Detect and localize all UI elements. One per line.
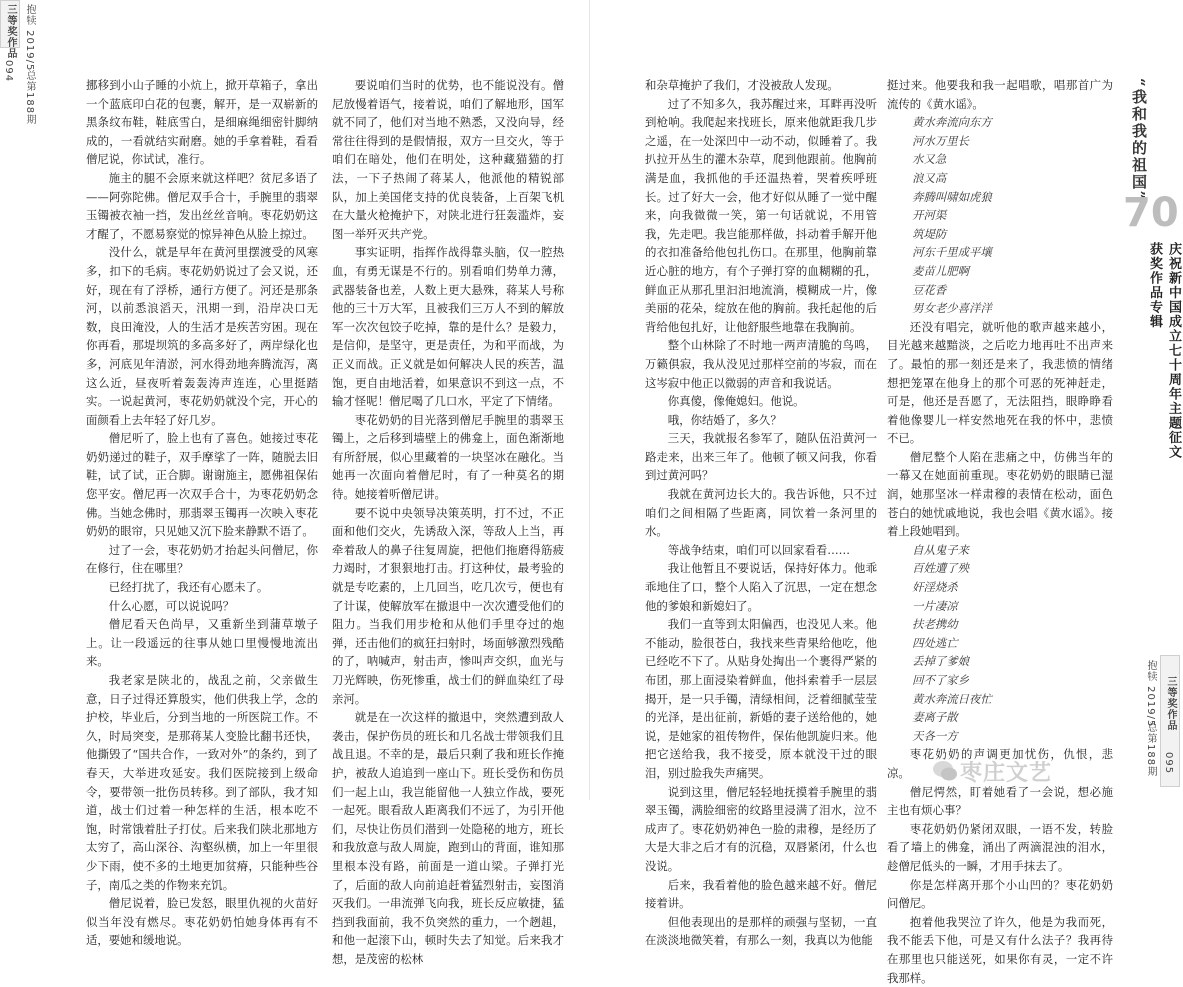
wechat-icon [932, 758, 958, 784]
paragraph: 我老家是陕北的，战乱之前，父亲做生意，日子过得还算殷实，他们供我上学，念的护校，毕业后，分到当地的一所医院工作。不久，时局突变，是那蒋某人变脸比翻书还快，他撕毁了“国共合作，一致对外”的条约，到了春天，大举进攻延安。我们医院接到上级命令，要带领一批伤员转移。到了部队，我才知道，战士们过着一种怎样的生活，根本吃不饱，时常饿着肚子打仗。后来我们陕北那地方太穷了，高山深谷、沟壑纵横，加上一年里很少下雨，使不多的土地更加贫瘠，只能种些谷子，南瓜之类的作物来充饥。 [86, 673, 318, 892]
seventy-anniversary-logo [1121, 182, 1179, 238]
text-column-2 [332, 76, 564, 966]
paragraph: 说到这里，僧尼轻轻地抚摸着手腕里的翡翠玉镯，满脸细密的纹路里浸满了泪水，泣不成声了。枣花奶奶神色一脸的肃穆，是经历了大是大非之后才有的沉稳，双唇紧闭，什么也没说。 [645, 784, 877, 873]
paragraph: 要不说中央领导决策英明，打不过，不正面和他们交火，先诱敌入深，等敌人上当，再牵着敌人的鼻子往复周旋，把他们拖磨得筋疲力竭时，才狠狠地打击。打这种仗，最考验的就是专吃素的，上几回当，吃几次亏，便也有了计谋，使解放军在撤退中一次次遭受他们的阻力。当我们用步枪和从他们手里夺过的炮弹，还击他们的疯狂扫射时，场面够激烈残酷的了，呐喊声，射击声，惨叫声交织，血光与刀光辉映，伤死惨重，战士们的鲜血染红了母亲河。 [332, 505, 564, 706]
paragraph: 等战争结束，咱们可以回家看看…… [667, 542, 851, 557]
paragraph: 你是怎样离开那个小山凹的？枣花奶奶问僧尼。 [887, 877, 1113, 911]
paragraph: 三天，我就报名参军了，随队伍沿黄河一路走来，出来三年了。他顿了顿又问我，你看到过黄河吗？ [645, 431, 877, 483]
paragraph: 僧尼说着，脸已发怒，眼里仇视的火苗好似当年没有燃尽。枣花奶奶怕她身体再有不适，要她和缓地说。 [86, 896, 318, 948]
paragraph: 你真傻，像俺媳妇。他说。 [667, 394, 805, 409]
left-magazine-label: 抱犊 2019/5 [24, 4, 35, 72]
right-section-label: 三等奖作品 [1165, 676, 1176, 731]
paragraph: 我们一直等到太阳偏西，也没见人来。他不能动，脸很苍白，我找来些青果给他吃，他已经吃不下了。从贴身处掏出一个裹得严紧的布团，那上面浸染着鲜血，他抖索着手一层层揭开，是一只手镯，清绿相间，泛着细腻莹莹的光泽，是出征前，新婚的妻子送给他的，她说，是她家的祖传物件，保佑他凯旋归来。他把它送给我，我不接受，原本就没干过的眼泪，别过脸我失声痛哭。 [645, 617, 877, 780]
left-section-label: 三等奖作品 [5, 4, 16, 59]
paragraph: 还没有唱完，就听他的歌声越来越小，目光越来越黯淡，之后吃力地再吐不出声来了。最怕的那一刻还是来了，我悲愤的情绪想把笼罩在他身上的那个可恶的死神赶走，可是，他还是吾愿了，无法阻挡，眼睁睁看着他像婴儿一样安然地死在我的怀中，悲愤不已。 [887, 319, 1113, 446]
lyric-line: 男女老少喜洋洋 [912, 301, 992, 316]
lyric-line: 浪又高 [912, 170, 947, 185]
paragraph: 就是在一次这样的撤退中，突然遭到敌人袭击，保护伤员的班长和几名战士带领我们且战且退。不幸的是，最后只剩了我和班长作掩护，被敌人追追到一座山下。班长受伤和伤员们一起上山，我岂能留他一人独立作战，要死一起死。眼看敌人距离我们不远了，为引开他们，尽快让伤员们潜到一处隐秘的地方，班长和我放意与敌人周旋，跑到山的背面，谁知那里根本没有路，前面是一道山梁。子弹打光了，后面的敌人向前追赶着猛烈射击，妄图消灭我们。一串流弹飞向我，班长反应敏捷，猛挡到我面前，我不负突然的重力，一个趔趄，和他一起滚下山，顿时失去了知觉。后来我才想，是茂密的松林 [332, 710, 564, 966]
lyric-line: 丢掉了爹娘 [912, 654, 970, 669]
lyric-line: 自从鬼子来 [912, 542, 970, 557]
right-issue-label: 总第188期 [1145, 722, 1156, 778]
logo-number: 70 [1123, 190, 1179, 236]
paragraph: 施主的腿不会原来就这样吧？贫尼多语了——阿弥陀佛。僧尼双手合十，手腕里的翡翠玉镯被衣袖一挡，发出丝丝音响。枣花奶奶这才醒了，不愿易察觉的惊异神色从脸上掠过。 [86, 170, 318, 241]
right-page-number: 095 [1163, 752, 1174, 775]
paragraph: 和杂草掩护了我们，才没被敌人发现。 [645, 78, 839, 92]
lyric-line: 一片凄凉 [912, 598, 958, 613]
text-column-4 [887, 76, 1113, 985]
paragraph: 已经打扰了，我还有心愿未了。 [108, 580, 269, 595]
banner-subtitle: 庆祝新中国成立七十周年主题征文获奖作品专辑 [1147, 242, 1181, 460]
lyric-line: 豆花香 [912, 282, 947, 297]
lyric-line: 回不了家乡 [912, 673, 970, 687]
lyric-line: 奔腾叫啸如虎狼 [912, 189, 992, 204]
paragraph: 过了一会，枣花奶奶才抬起头问僧尼，你在修行，住在哪里？ [86, 542, 318, 576]
paragraph: 僧尼看天色尚早，又重新坐到蒲草墩子上。让一段遥远的往事从她口里慢慢地流出来。 [86, 617, 318, 669]
paragraph: 枣花奶奶的声调更加忧伤，仇恨，悲凉。 [887, 747, 1113, 780]
paragraph: 我就在黄河边长大的。我告诉他，只不过咱们之间相隔了些距离，同饮着一条河里的水。 [645, 487, 877, 539]
paragraph: 事实证明，指挥作战得靠头脑，仅一腔热血，有勇无谋是不行的。别看咱们势单力薄，武器装备也差，人数上更大悬殊，蒋某人号称他的三十万大军，且被我们三万人不到的解放军一次次包饺子吃掉，靠的是什么？是毅力，是信仰，是坚守，更是责任，为和平而战，为正义而战。正义就是如何解决人民的疾苦，温饱，更自由地活着，如果意识不到这一点，不输才怪呢！僧尼喝了几口水，平定了下情绪。 [332, 245, 564, 409]
left-page-number: 094 [3, 60, 14, 83]
lyric-line: 黄水奔流日夜忙 [912, 691, 992, 706]
lyric-line: 天各一方 [912, 728, 958, 743]
paragraph: 我让他暂且不要说话，保持好体力。他乖乖地住了口，整个人陷入了沉思，一定在想念他的爹娘和新媳妇了。 [645, 561, 877, 613]
paragraph: 后来，我看着他的脸色越来越不好。僧尼接着讲。 [645, 877, 877, 911]
paragraph: 僧尼整个人陷在悲痛之中，仿佛当年的一幕又在她面前重现。枣花奶奶的眼睛已湿润，她那坚冰一样肃穆的表情在松动，面色苍白的她忧戚地说，我也会唱《黄水谣》。接着上段她唱到。 [887, 449, 1113, 539]
lyric-line: 奸淫烧杀 [912, 580, 958, 595]
paragraph: 枣花奶奶仍紧闭双眼，一语不发，转脸看了墙上的佛龛，涌出了两滴混浊的泪水，趁僧尼低头的一瞬，才用手抹去了。 [887, 821, 1113, 873]
banner-title: “我和我的祖国” [1130, 78, 1148, 202]
lyric-line: 扶老携幼 [912, 617, 958, 632]
lyric-line: 河水万里长 [912, 133, 970, 148]
text-column-1 [86, 76, 318, 948]
right-magazine-label: 抱犊 2019/5 [1145, 660, 1156, 728]
page-fold [589, 0, 590, 800]
paragraph: 挪移到小山子睡的小炕上，掀开草箱子，拿出一个蓝底印白花的包裹，解开，是一双崭新的黑条纹布鞋，鞋底雪白，是细麻绳细密针脚纳成的，一看就结实耐磨。她的手拿着鞋，看看僧尼说，你试试，准行。 [86, 78, 318, 167]
paragraph: 僧尼听了，脸上也有了喜色。她接过枣花奶奶递过的鞋子，双手摩挲了一阵，随脱去旧鞋，试了试，正合脚。谢谢施主，愿佛祖保佑您平安。僧尼再一次双手合十，为枣花奶奶念佛。当她念佛时，那翡翠玉镯再一次映入枣花奶奶的眼帘，只见她又沉下脸来静默不语了。 [86, 431, 318, 539]
lyric-line: 黄水奔流向东方 [912, 115, 992, 130]
lyric-line: 筑堤防 [912, 226, 947, 241]
paragraph: 挺过来。他要我和我一起唱歌，唱那首广为流传的《黄水谣》。 [887, 78, 1113, 111]
lyric-line: 麦苗儿肥啊 [912, 263, 970, 278]
song-lyrics-1 [912, 113, 1113, 318]
paragraph: 要说咱们当时的优势，也不能说没有。僧尼放慢着语气，接着说，咱们了解地形，国军就不同了，他们对当地不熟悉，又没向导，经常往往得到的是假情报，双方一旦交火，等于咱们在暗处，他们在明处，这种藏猫猫的打法，一下子热闹了蒋某人，他派他的精锐部队，加上美国佬支持的优良装备，上百架飞机在大量火枪掩护下，对陕北进行狂轰滥炸，妄图一举歼灭共产党。 [332, 78, 564, 241]
paragraph: 过了不知多久，我苏醒过来，耳畔再没听到枪响。我爬起来找班长，原来他就距我几步之遥，在一处深凹中一动不动，似睡着了。我扒拉开丛生的灌木杂草，爬到他跟前。他胸前满是血，我抓他的手还温热着，哭着疾呼班长。过了好大一会，他才好似从睡了一觉中醒来，向我微微一笑，第一句话就说，不用管我，先走吧。我岂能那样做，抖动着手解开他的衣扣准备给他包扎伤口。在那里，他胸前靠近心脏的地方，有个子弹打穿的血糊糊的孔，鲜血正从那孔里汩汩地流淌，模糊成一片，像美丽的花朵，绽放在他的胸前。我托起他的后背给他包扎好，让他舒服些地靠在我胸前。 [645, 96, 877, 334]
lyric-line: 百姓遭了殃 [912, 561, 970, 576]
watermark-text: 枣庄文艺 [960, 761, 1053, 786]
paragraph: 哦，你结婚了，多久？ [667, 412, 782, 427]
lyric-line: 河东千里成平壤 [912, 245, 992, 260]
text-column-3 [645, 76, 877, 948]
lyric-line: 妻离子散 [912, 710, 958, 725]
paragraph: 抱着他我哭泣了许久，他是为我而死，我不能丢下他，可是又有什么法子？我再待在那里也只能送死，如果你有灵，一定不许我那样。 [887, 914, 1113, 985]
left-issue-label: 总第188期 [24, 70, 35, 126]
lyric-line: 水又急 [912, 152, 947, 167]
paragraph: 整个山林除了不时地一两声清脆的鸟鸣，万籁俱寂，我从没见过那样空前的岑寂，而在这岑寂中他正以微弱的声音和我说话。 [645, 338, 877, 390]
paragraph: 什么心愿，可以说说吗？ [108, 598, 235, 613]
paragraph: 僧尼愕然，盯着她看了一会说，想必施主也有烦心事？ [887, 784, 1113, 818]
paragraph: 没什么，就是早年在黄河里摆渡受的风寒多，扣下的毛病。枣花奶奶说过了会又说，还好，现在有了浮桥，通行方便了。河还是那条河，以前悉浪滔天，汛期一到，沿岸决口无数，良田淹没，人的生活才是疾苦穷困。现在你再看，那堤坝筑的多高多好了，两岸绿化也多，河底见年清淤，河水得劲地奔腾流泻，离这么近，昼夜听着轰轰涛声连连，心里挺踏实。一说起黄河，枣花奶奶就没个完，开心的面颜看上去年轻了好几岁。 [86, 245, 318, 427]
paragraph: 但他表现出的是那样的顽强与坚韧，一直在淡淡地微笑着，有那么一刻，我真以为他能 [645, 914, 877, 948]
paragraph: 枣花奶奶的目光落到僧尼手腕里的翡翠玉镯上，之后移到墙壁上的佛龛上，面色渐渐地有所舒展，似心里藏着的一块坚冰在融化。当她再一次面向着僧尼时，有了一种莫名的期待。她接着听僧尼讲。 [332, 412, 564, 502]
special-issue-banner [1121, 70, 1181, 460]
lyric-line: 开河渠 [912, 208, 947, 223]
lyric-line: 四处逃亡 [912, 635, 958, 650]
song-lyrics-2 [912, 541, 1113, 746]
